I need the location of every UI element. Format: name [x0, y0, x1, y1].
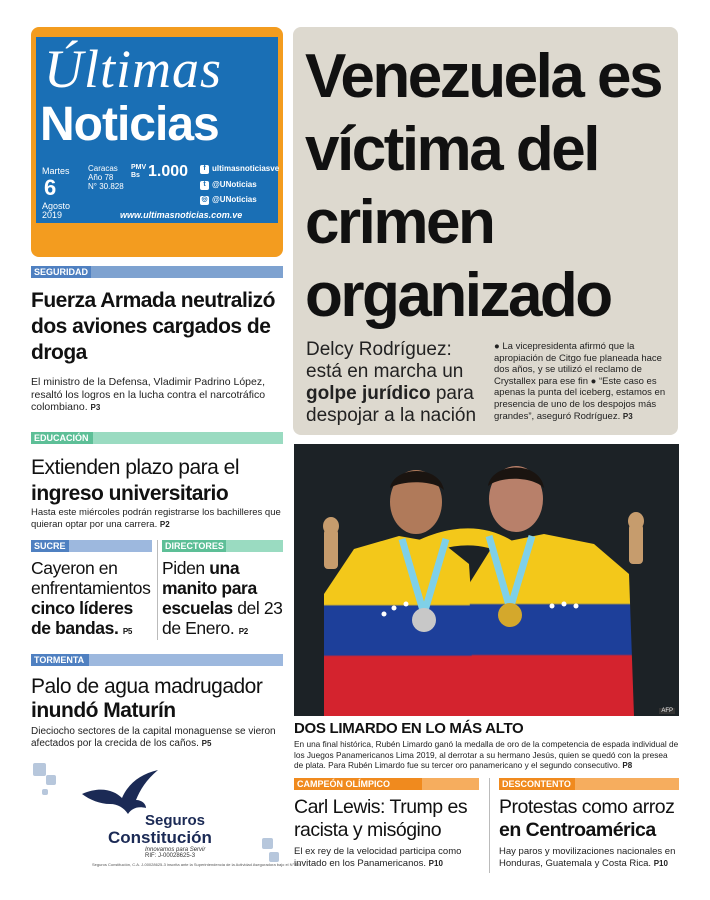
lead-side-text-1: La vicepresidenta afirmó que la apropiación de Citgo fue planeada hace dos años, y se utilizó el reclamo de Crystallex para ese fin: [494, 341, 662, 387]
ad-square: [269, 852, 279, 862]
column-divider: [489, 778, 490, 873]
sucre-headline[interactable]: [31, 558, 153, 642]
photo-text: En una final histórica, Rubén Limardo ganó la medalla de oro de la competencia de espada individual de los Juegos Panamericanos Lima 2019, al derrotar a su hermano Jesús, quien se quedó con la presea de plata. Para Rubén Limardo fue su tercer oro panamericano y el segundo consecutivo.: [294, 739, 679, 770]
facebook-icon: f: [200, 165, 209, 174]
ad-square: [33, 763, 46, 776]
photo-credit: AFP: [661, 708, 673, 714]
lead-subtitle-post: para despojar a la nación: [306, 383, 477, 426]
bullet-icon: ●: [590, 375, 597, 387]
descontento-summary: [499, 846, 679, 869]
lead-side-text: [494, 341, 672, 422]
social-facebook[interactable]: [200, 164, 279, 174]
social-instagram-handle: @UNoticias: [212, 195, 257, 204]
tormenta-text: Dieciocho sectores de la capital monaguense se vieron afectados por la crecida de los caños.: [31, 726, 276, 749]
social-facebook-handle: ultimasnoticiasve: [212, 164, 280, 173]
photo-page-ref: P8: [622, 761, 633, 770]
ad-slogan-text: Innovamos para Servir: [145, 847, 206, 853]
masthead-day-number: 6: [44, 175, 57, 200]
educacion-text: Hasta este miércoles podrán registrarse los bachilleres que quieran optar por una carrera.: [31, 507, 281, 530]
lead-subtitle-pre: Delcy Rodríguez: está en marcha un: [306, 339, 464, 382]
masthead-name-top: Últimas: [44, 39, 223, 99]
ad-square: [42, 789, 48, 795]
sucre-headline-bold: cinco líderes de bandas.: [31, 598, 133, 638]
tag-descontento: DESCONTENTO: [499, 778, 575, 790]
social-twitter[interactable]: [200, 180, 257, 190]
tormenta-headline-bold: inundó Maturín: [31, 699, 176, 722]
price-label-top: PMV: [131, 164, 147, 171]
campeon-summary: [294, 846, 484, 869]
masthead-website[interactable]: www.ultimasnoticias.com.ve: [120, 210, 243, 220]
sucre-page-ref: P5: [122, 627, 132, 636]
descontento-headline-pre: Protestas como arroz: [499, 796, 675, 818]
tag-directores: DIRECTORES: [162, 540, 226, 552]
ad-name-bottom: Constitución: [108, 828, 212, 847]
educacion-summary: [31, 507, 283, 530]
masthead-month: Agosto: [42, 201, 71, 211]
directores-headline-bold: una manito para escuelas: [162, 558, 257, 618]
tag-tormenta: TORMENTA: [31, 654, 89, 666]
masthead-city: Caracas: [88, 164, 118, 173]
seguridad-summary: [31, 376, 283, 415]
twitter-icon: t: [200, 181, 209, 190]
sports-photo[interactable]: [294, 444, 679, 716]
lead-headline[interactable]: Venezuela es víctima del crimen organizado: [305, 42, 662, 330]
descontento-headline[interactable]: [499, 796, 681, 842]
ad-name-top: Seguros: [145, 812, 206, 829]
campeon-text: El ex rey de la velocidad participa como invitado en los Panamericanos.: [294, 846, 462, 869]
lead-subtitle-bold: golpe jurídico: [306, 383, 431, 404]
campeon-page-ref: P10: [428, 858, 443, 868]
descontento-text: Hay paros y movilizaciones nacionales en Honduras, Guatemala y Costa Rica.: [499, 846, 676, 869]
directores-headline-post: del 23 de Enero.: [162, 598, 283, 638]
campeon-headline[interactable]: Carl Lewis: Trump es racista y misógino: [294, 796, 468, 841]
social-twitter-handle: @UNoticias: [212, 180, 257, 189]
directores-page-ref: P2: [238, 627, 248, 636]
lead-page-ref: P3: [622, 411, 633, 421]
ad-square: [262, 838, 273, 849]
masthead-year: 2019: [42, 210, 63, 220]
column-divider: [157, 540, 158, 640]
tormenta-page-ref: P5: [201, 739, 212, 748]
ad-square: [46, 775, 56, 785]
price-label-bottom: Bs: [131, 172, 140, 179]
seguridad-page-ref: P3: [90, 403, 101, 412]
educacion-headline[interactable]: [31, 455, 283, 507]
masthead-price-label: [131, 164, 146, 180]
ad-rif: RIF: J-00028625-3: [145, 853, 196, 859]
masthead-edition-number: N° 30.828: [88, 182, 124, 191]
tormenta-headline[interactable]: [31, 675, 283, 723]
descontento-headline-bold: en Centroamérica: [499, 819, 656, 841]
bullet-icon: ●: [494, 341, 500, 352]
ad-slogan: [145, 847, 205, 859]
photo-summary: [294, 739, 679, 772]
ad-fine-print: Seguros Constitución, C.A. J-00028625-3 inscrita ante la Superintendencia de la Actividad Aseguradora bajo el N° 55: [92, 862, 300, 867]
tag-sucre: SUCRE: [31, 540, 69, 552]
lead-subtitle: [306, 339, 484, 427]
tag-campeon: CAMPEÓN OLÍMPICO: [294, 778, 422, 790]
directores-headline-pre: Piden: [162, 558, 210, 578]
tormenta-summary: [31, 726, 283, 750]
seguridad-headline[interactable]: Fuerza Armada neutralizó dos aviones cargados de droga: [31, 289, 275, 364]
lead-side-text-2: “Este caso es apenas la punta del iceberg, estamos en presencia de uno de los despojos más grandes”, aseguró Rodríguez.: [494, 375, 666, 422]
descontento-page-ref: P10: [653, 858, 668, 868]
masthead-name-bottom: Noticias: [40, 98, 219, 151]
instagram-icon: ◎: [201, 196, 208, 203]
sucre-headline-pre: Cayeron en enfrentamientos: [31, 558, 151, 598]
masthead-day-name: Martes: [42, 166, 70, 176]
educacion-headline-bold: ingreso universitario: [31, 482, 229, 505]
masthead-edition-year: Año 78: [88, 173, 114, 182]
athletes-illustration: [294, 444, 679, 716]
tag-educacion: EDUCACIÓN: [31, 432, 93, 444]
masthead-edition: [88, 164, 124, 191]
tormenta-headline-pre: Palo de agua madrugador: [31, 675, 263, 698]
social-instagram[interactable]: [200, 195, 257, 205]
seguridad-text: El ministro de la Defensa, Vladimir Padrino López, resaltó los logros en la lucha contra el narcotráfico colombiano.: [31, 376, 266, 413]
tag-seguridad: SEGURIDAD: [31, 266, 91, 278]
educacion-headline-pre: Extienden plazo para el: [31, 456, 239, 479]
masthead-price: 1.000: [148, 163, 189, 180]
educacion-page-ref: P2: [159, 519, 170, 529]
photo-caption: DOS LIMARDO EN LO MÁS ALTO: [294, 720, 524, 737]
directores-headline[interactable]: [162, 558, 284, 642]
